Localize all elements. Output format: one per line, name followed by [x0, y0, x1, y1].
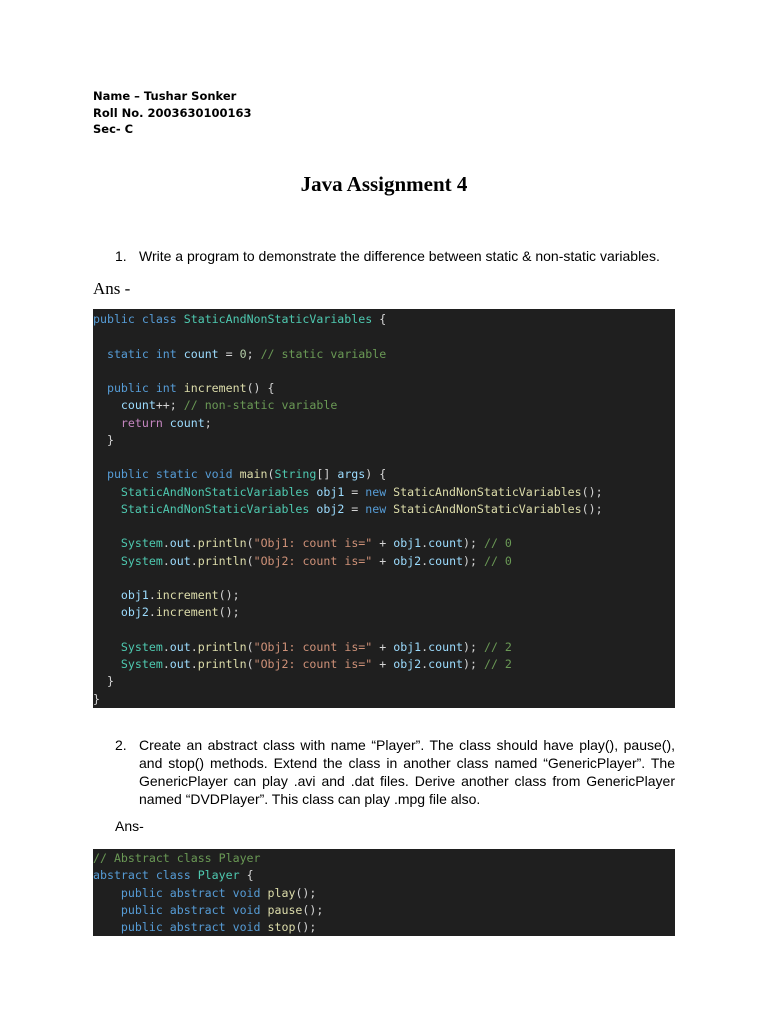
code-token: count	[169, 415, 205, 430]
code-token: new	[365, 484, 394, 499]
code-token: obj1	[393, 639, 422, 654]
code-token: public abstract void	[120, 920, 268, 934]
student-info	[93, 88, 252, 138]
code-token: increment	[155, 605, 219, 620]
code-token: +	[372, 657, 394, 671]
code-token: ();	[581, 484, 603, 499]
code-line	[93, 347, 386, 361]
code-token: out	[169, 657, 191, 671]
code-token	[93, 903, 121, 917]
code-token: =	[344, 484, 366, 499]
code-token: count	[183, 346, 219, 361]
code-token	[93, 485, 121, 499]
code-line	[93, 657, 512, 671]
code-token: (	[246, 553, 254, 568]
code-token	[93, 467, 107, 481]
code-line	[93, 502, 603, 516]
code-token: public class	[93, 312, 184, 326]
code-token: .	[162, 536, 170, 551]
code-token: // static variable	[260, 346, 387, 361]
code-token: obj1	[316, 484, 345, 499]
code-token: +	[372, 639, 394, 654]
code-token: stop	[267, 920, 296, 934]
student-name: Name – Tushar Sonker	[93, 89, 237, 103]
code-token: }	[93, 674, 114, 689]
code-token: obj2	[393, 657, 422, 671]
code-token: ();	[581, 501, 603, 516]
code-token: .	[148, 588, 156, 602]
code-line	[93, 886, 316, 900]
code-token: println	[197, 536, 247, 551]
code-token	[93, 920, 121, 934]
code-token: // 2	[483, 657, 512, 671]
code-token: // non-static variable	[183, 398, 338, 413]
code-line	[93, 868, 254, 882]
code-token: ();	[295, 885, 317, 900]
code-token	[93, 536, 121, 550]
code-token: System	[120, 536, 163, 551]
code-token: StaticAndNonStaticVariables	[183, 312, 373, 326]
code-token	[93, 886, 121, 900]
code-token: "Obj1: count is="	[253, 536, 373, 551]
code-token: StaticAndNonStaticVariables	[120, 501, 317, 516]
code-token: .	[162, 657, 170, 671]
code-token	[93, 588, 121, 602]
code-token: public static void	[106, 467, 240, 482]
code-token: .	[190, 657, 198, 671]
code-token: );	[463, 639, 484, 654]
code-token: }	[93, 691, 100, 706]
code-token: ++;	[155, 398, 184, 413]
question-2-number: 2.	[115, 737, 127, 753]
code-token: ();	[218, 588, 240, 602]
code-token: out	[169, 639, 191, 654]
question-1-text: Write a program to demonstrate the difference between static & non-static variables.	[139, 248, 660, 264]
code-token: .	[421, 657, 429, 671]
code-token: return	[120, 415, 170, 430]
code-token: obj2	[316, 501, 345, 516]
code-token: }	[93, 432, 114, 447]
answer-1-label: Ans -	[93, 279, 131, 298]
code-line	[93, 920, 316, 934]
document-title: Java Assignment 4	[300, 172, 468, 196]
code-line	[93, 605, 240, 619]
question-1	[115, 247, 675, 265]
question-2-text: Create an abstract class with name “Player”. The class should have play(), pause(), and stop() methods. Extend the class in another class named “GenericPlayer”. The GenericPlayer can play .avi and .dat files. Derive another class from GenericPlayer named “DVDPlayer”. This class can play .mpg file also.	[139, 737, 675, 807]
code-token: +	[372, 536, 394, 551]
code-token: .	[190, 536, 198, 551]
code-token: ();	[218, 605, 240, 620]
code-token: count	[428, 536, 464, 551]
code-token: ) {	[365, 467, 387, 482]
code-token: ();	[302, 902, 324, 917]
code-token: .	[162, 553, 170, 568]
code-token: count	[428, 639, 464, 654]
code-token: obj1	[120, 588, 149, 602]
code-token: count	[428, 657, 464, 671]
code-line	[93, 485, 603, 499]
code-token: StaticAndNonStaticVariables	[120, 484, 317, 499]
code-token	[93, 640, 121, 654]
code-line	[93, 554, 512, 568]
code-line	[93, 851, 261, 865]
code-token: .	[190, 639, 198, 654]
code-token: // 0	[483, 553, 512, 568]
code-token: count	[428, 553, 464, 568]
code-token: .	[421, 639, 429, 654]
code-line	[93, 588, 240, 602]
code-token: (	[246, 639, 254, 654]
code-token	[93, 605, 121, 619]
code-token: abstract class	[93, 868, 198, 883]
code-token: .	[421, 536, 429, 551]
code-token: () {	[246, 381, 275, 395]
code-token: println	[197, 553, 247, 568]
code-token: count	[120, 398, 156, 413]
code-token: .	[148, 605, 156, 620]
code-token: );	[463, 657, 484, 671]
code-token: increment	[155, 588, 219, 602]
code-token: +	[372, 553, 394, 568]
code-token: public abstract void	[120, 902, 268, 917]
code-token: "Obj2: count is="	[253, 657, 373, 671]
code-token: );	[463, 536, 484, 551]
code-token: obj2	[120, 605, 149, 620]
code-token: args	[337, 467, 366, 482]
code-token: ;	[204, 415, 212, 430]
question-2	[115, 736, 675, 808]
code-token: "Obj2: count is="	[253, 553, 373, 568]
code-token: StaticAndNonStaticVariables	[393, 484, 582, 499]
code-token: StaticAndNonStaticVariables	[393, 501, 582, 516]
question-1-number: 1.	[115, 248, 127, 264]
code-token: ();	[295, 920, 317, 934]
code-token: System	[120, 639, 163, 654]
code-token: obj2	[393, 553, 422, 568]
code-token: (	[267, 467, 275, 482]
code-token	[93, 381, 107, 395]
code-token	[93, 398, 121, 412]
code-token: {	[372, 312, 387, 326]
section: Sec- C	[93, 122, 134, 136]
code-token: .	[190, 553, 198, 568]
code-token: // 0	[483, 536, 512, 551]
code-token: public abstract void	[120, 885, 268, 900]
code-line	[93, 692, 100, 706]
code-token: .	[162, 639, 170, 654]
code-token: =	[218, 346, 240, 361]
code-line	[93, 903, 323, 917]
roll-number: Roll No. 2003630100163	[93, 105, 252, 120]
code-token: 0	[239, 346, 247, 361]
code-token: Player	[197, 868, 240, 883]
code-line	[93, 381, 275, 395]
code-token: new	[365, 501, 394, 516]
code-token: obj1	[393, 536, 422, 551]
code-token: String	[274, 467, 317, 482]
code-token: public int	[106, 381, 184, 395]
code-block-1	[93, 309, 675, 708]
code-token: static int	[106, 346, 184, 361]
code-token: println	[197, 639, 247, 654]
code-line	[93, 416, 212, 430]
answer-2-label: Ans-	[115, 818, 144, 834]
code-line	[93, 674, 114, 688]
code-line	[93, 536, 512, 550]
code-token: []	[316, 467, 338, 482]
code-token: .	[421, 553, 429, 568]
code-line	[93, 398, 337, 412]
code-token: System	[120, 657, 163, 671]
code-token: // Abstract class Player	[93, 851, 261, 865]
code-line	[93, 433, 114, 447]
code-token: out	[169, 536, 191, 551]
code-token: ;	[246, 346, 261, 361]
code-token: );	[463, 553, 484, 568]
code-token: // 2	[483, 639, 512, 654]
code-line	[93, 640, 512, 654]
code-token	[93, 347, 107, 361]
code-token: pause	[267, 902, 303, 917]
code-line	[93, 467, 386, 481]
code-token: out	[169, 553, 191, 568]
code-block-2-text	[93, 849, 675, 936]
code-token: "Obj1: count is="	[253, 639, 373, 654]
code-token: =	[344, 501, 366, 516]
code-token: println	[197, 657, 247, 671]
code-block-2	[93, 849, 675, 936]
code-block-1-text	[93, 309, 675, 708]
code-token: (	[246, 536, 254, 551]
code-token	[93, 657, 121, 671]
code-token	[93, 416, 121, 430]
code-token: increment	[183, 381, 247, 395]
code-token: play	[267, 885, 296, 900]
code-token	[93, 554, 121, 568]
code-token	[93, 502, 121, 516]
code-token: (	[246, 657, 254, 671]
code-token: {	[239, 868, 254, 883]
code-token: main	[239, 467, 268, 482]
code-line	[93, 312, 386, 326]
code-token: System	[120, 553, 163, 568]
